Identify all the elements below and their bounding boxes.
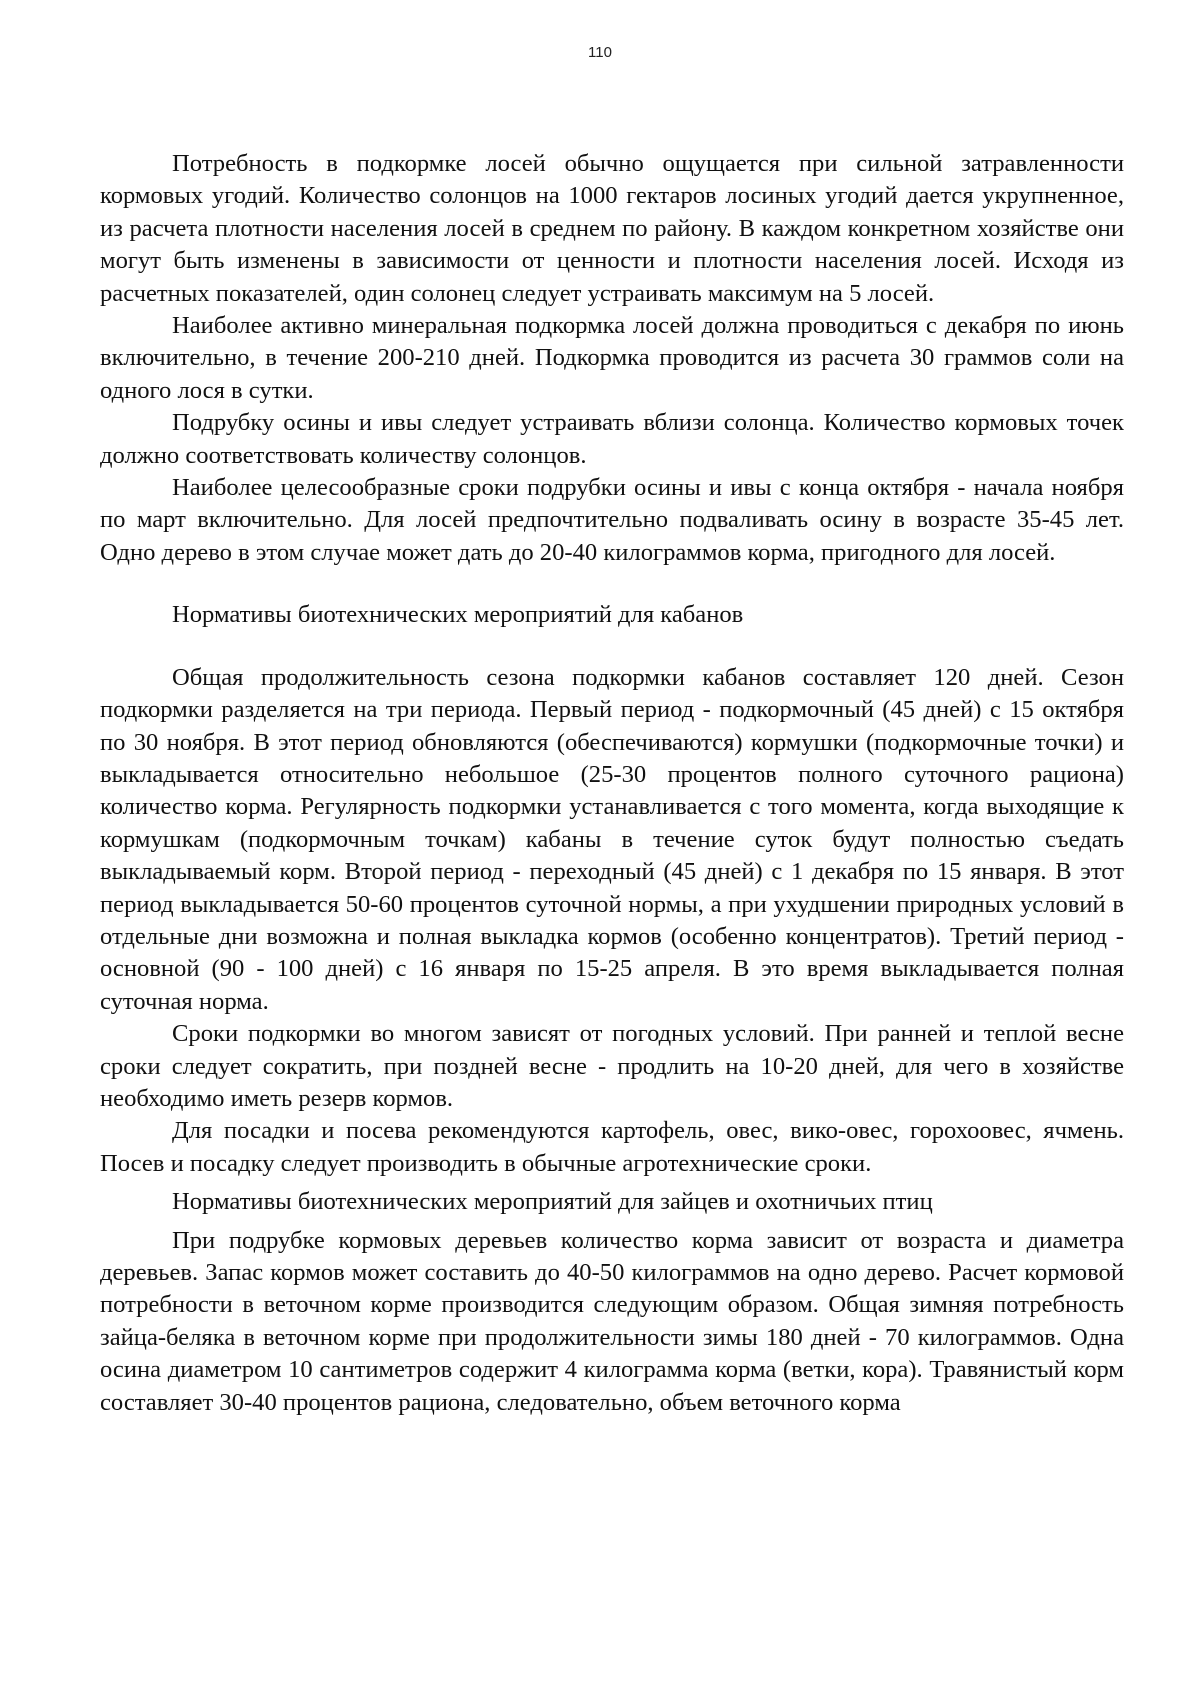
page-content [100, 148, 1124, 1419]
paragraph-hare-branch-feed: При подрубке кормовых деревьев количество корма зависит от возраста и диаметра деревьев. Запас кормов может составить до 40-50 килограммов на одно дерево. Расчет кормовой потребности в веточном корме производится следующим образом. Общая зимняя потребность зайца-беляка в веточном корме при продолжительности зимы 180 дней - 70 килограммов. Одна осина диаметром 10 сантиметров содержит 4 килограмма корма (ветки, кора). Травянистый корм составляет 30-40 процентов рациона, следовательно, объем веточного корма [100, 1226, 1124, 1416]
section-heading-boars: Нормативы биотехнических мероприятий для кабанов [172, 601, 744, 629]
paragraph-aspen-cutting-timing: Наиболее целесообразные сроки подрубки осины и ивы с конца октября - начала ноября по март включительно. Для лосей предпочтительно подваливать осину в возрасте 35-45 лет. Одно дерево в этом случае может дать до 20-40 килограммов корма, пригодного для лосей. [100, 474, 1124, 566]
paragraph-boar-feeding-weather: Сроки подкормки во многом зависят от погодных условий. При ранней и теплой весне сроки следует сократить, при поздней весне - продлить на 10-20 дней, для чего в хозяйстве необходимо иметь резерв кормов. [100, 1020, 1124, 1112]
paragraph-moose-feeding-need: Потребность в подкормке лосей обычно ощущается при сильной затравленности кормовых угодий. Количество солонцов на 1000 гектаров лосиных угодий дается укрупненное, из расчета плотности населения лосей в среднем по району. В каждом конкретном хозяйстве они могут быть изменены в зависимости от ценности и плотности населения лосей. Исходя из расчетных показателей, один солонец следует устраивать максимум на 5 лосей. [100, 150, 1124, 307]
section-heading-hares-birds: Нормативы биотехнических мероприятий для зайцев и охотничьих птиц [172, 1188, 933, 1216]
paragraph-aspen-cutting-location: Подрубку осины и ивы следует устраивать вблизи солонца. Количество кормовых точек должно соответствовать количеству солонцов. [100, 409, 1124, 469]
paragraph-boar-feeding-season: Общая продолжительность сезона подкормки кабанов составляет 120 дней. Сезон подкормки разделяется на три периода. Первый период - подкормочный (45 дней) с 15 октября по 30 ноября. В этот период обновляются (обеспечиваются) кормушки (подкормочные точки) и выкладывается относительно небольшое (25-30 процентов полного суточного рациона) количество корма. Регулярность подкормки устанавливается с того момента, когда выходящие к кормушкам (подкормочным точкам) кабаны в течение суток будут полностью съедать выкладываемый корм. Второй период - переходный (45 дней) с 1 декабря по 15 января. В этот период выкладывается 50-60 процентов суточной нормы, а при ухудшении природных условий в отдельные дни возможна и полная выкладка кормов (особенно концентратов). Третий период - основной (90 - 100 дней) с 16 января по 15-25 апреля. В это время выкладывается полная суточная норма. [100, 663, 1124, 1015]
paragraph-boar-planting: Для посадки и посева рекомендуются картофель, овес, вико-овес, горохоовес, ячмень. Посев и посадку следует производить в обычные агротехнические сроки. [100, 1117, 1124, 1177]
paragraph-moose-mineral-feeding: Наиболее активно минеральная подкормка лосей должна проводиться с декабря по июнь включительно, в течение 200-210 дней. Подкормка проводится из расчета 30 граммов соли на одного лося в сутки. [100, 312, 1124, 404]
spacer [100, 569, 1124, 599]
spacer [100, 632, 1124, 662]
page-number: 110 [588, 44, 612, 61]
